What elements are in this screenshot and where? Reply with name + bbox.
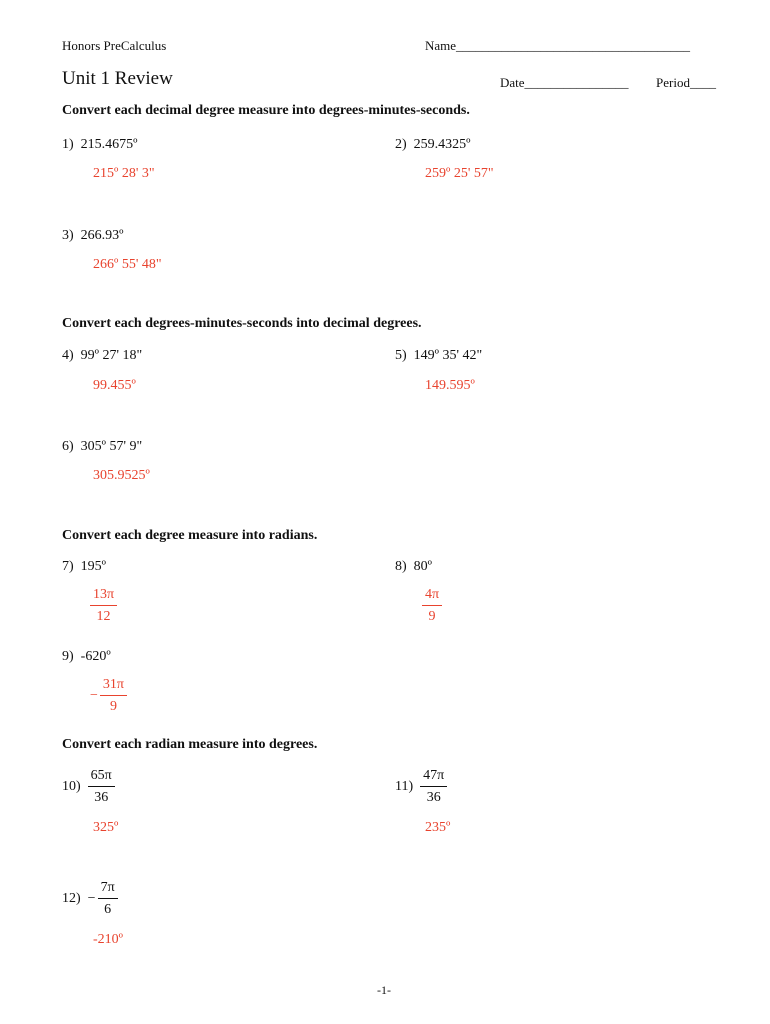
problem-number: 1): [62, 137, 74, 152]
problem-question: -620º: [80, 649, 111, 664]
answer-6: 305.9525º: [93, 468, 150, 483]
fraction-numerator: 31π: [100, 677, 127, 696]
answer-5: 149.595º: [425, 378, 475, 393]
answer-fraction: [90, 587, 117, 625]
page-number: -1-: [377, 983, 391, 997]
problem-question: 80º: [413, 559, 433, 574]
problem-6: [62, 439, 142, 455]
problem-4: [62, 348, 142, 364]
fraction-denominator: 36: [426, 790, 441, 805]
problem-10: [62, 768, 115, 806]
answer-fraction: [422, 587, 442, 625]
name-field: Name____________________________________: [425, 38, 691, 53]
problem-7: [62, 559, 106, 575]
fraction-denominator: 36: [94, 790, 109, 805]
question-fraction: [88, 768, 115, 806]
problem-11: [395, 768, 447, 806]
course-name: Honors PreCalculus: [62, 38, 167, 53]
problem-number: 10): [62, 779, 81, 795]
problem-number: 12): [62, 891, 81, 907]
problem-question: 149º 35' 42": [413, 348, 483, 363]
answer-2: 259º 25' 57": [425, 166, 494, 181]
problem-number: 8): [395, 559, 407, 574]
period-field: Period____: [656, 75, 716, 90]
problem-5: [395, 348, 482, 364]
problem-question: 259.4325º: [413, 137, 471, 152]
problem-number: 3): [62, 228, 74, 243]
problem-question: 195º: [80, 559, 107, 574]
problem-question: 215.4675º: [80, 137, 138, 152]
problem-number: 6): [62, 439, 74, 454]
answer-3: 266º 55' 48": [93, 257, 162, 272]
fraction-numerator: 47π: [420, 768, 447, 787]
section-heading-radians: Convert each degree measure into radians.: [62, 528, 318, 543]
problem-2: [395, 137, 471, 153]
problem-12: [62, 880, 118, 918]
fraction-numerator: 65π: [88, 768, 115, 787]
problem-number: 4): [62, 348, 74, 363]
answer-10: 325º: [93, 820, 119, 835]
page-title: Unit 1 Review: [62, 68, 173, 89]
negative-sign: −: [87, 891, 96, 906]
fraction-numerator: 7π: [98, 880, 118, 899]
answer-4: 99.455º: [93, 378, 136, 393]
answer-12: -210º: [93, 932, 124, 947]
answer-8: [422, 587, 442, 625]
problem-3: [62, 228, 124, 244]
problem-8: [395, 559, 432, 575]
section-heading-decimal: Convert each degrees-minutes-seconds into decimal degrees.: [62, 316, 422, 331]
section-heading-dms: Convert each decimal degree measure into degrees-minutes-seconds.: [62, 103, 470, 118]
section-heading-degrees: Convert each radian measure into degrees.: [62, 737, 318, 752]
problem-number: 9): [62, 649, 74, 664]
problem-question: 305º 57' 9": [80, 439, 143, 454]
fraction-denominator: 6: [104, 902, 112, 917]
negative-sign: −: [90, 688, 98, 703]
question-fraction: [98, 880, 118, 918]
fraction-numerator: 13π: [90, 587, 117, 606]
date-field: Date________________: [500, 75, 629, 90]
fraction-denominator: 12: [96, 609, 111, 624]
problem-question: 266.93º: [80, 228, 124, 243]
fraction-denominator: 9: [109, 699, 117, 714]
problem-question: 99º 27' 18": [80, 348, 143, 363]
problem-number: 2): [395, 137, 407, 152]
answer-9: [90, 677, 127, 715]
problem-number: 7): [62, 559, 74, 574]
answer-11: 235º: [425, 820, 451, 835]
problem-1: [62, 137, 138, 153]
problem-number: 11): [395, 779, 414, 795]
fraction-numerator: 4π: [422, 587, 442, 606]
answer-fraction: [100, 677, 127, 715]
question-fraction: [420, 768, 447, 806]
answer-7: [90, 587, 117, 625]
problem-9: [62, 649, 111, 665]
fraction-denominator: 9: [428, 609, 436, 624]
problem-number: 5): [395, 348, 407, 363]
answer-1: 215º 28' 3": [93, 166, 155, 181]
